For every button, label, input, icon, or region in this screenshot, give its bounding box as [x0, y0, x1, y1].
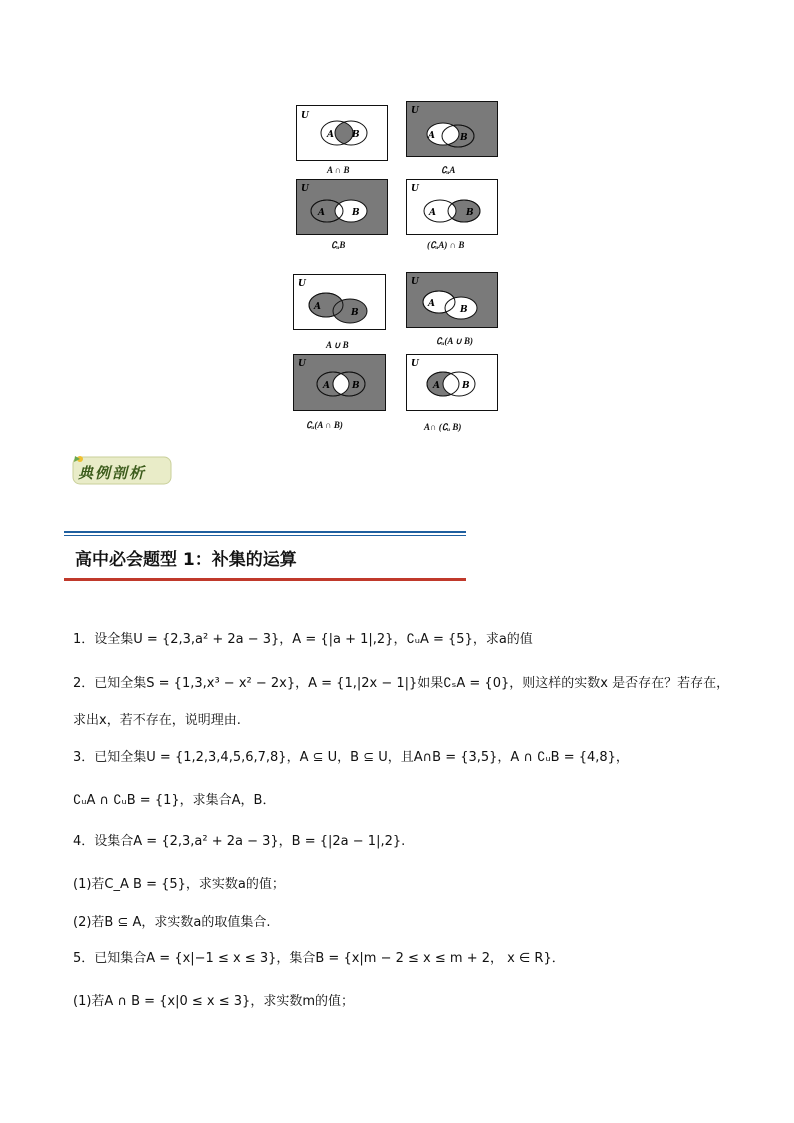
svg-text:B: B — [462, 381, 470, 391]
caption-complement-a-union-b: ∁ᵤ(A ∪ B) — [436, 336, 474, 346]
svg-text:A: A — [433, 381, 440, 391]
svg-text:A: A — [428, 131, 435, 141]
svg-text:U: U — [411, 277, 419, 287]
bottom-rule — [64, 578, 466, 581]
caption-complement-b: ∁ᵤB — [331, 240, 346, 250]
top-rule — [64, 531, 466, 536]
svg-text:B: B — [352, 381, 360, 391]
svg-text:A: A — [429, 208, 436, 218]
badge-label: 典例剖析 — [78, 464, 147, 482]
svg-text:U: U — [411, 359, 419, 369]
question-2-line-2: 求出x，若不存在，说明理由. — [73, 713, 241, 728]
caption-complement-a-intersect-b: (∁ᵤA) ∩ B — [427, 240, 465, 250]
caption-a-union-b: A ∪ B — [326, 340, 349, 350]
question-4-part-2: (2)若B ⊆ A，求实数a的取值集合. — [73, 915, 271, 930]
venn-complement-a — [406, 101, 498, 157]
svg-text:U: U — [411, 184, 419, 194]
question-3-line-1: 3．已知全集U = {1,2,3,4,5,6,7,8}，A ⊆ U，B ⊆ U，且A∩B = {3,5}，A ∩ ∁ᵤB = {4,8}， — [73, 750, 629, 765]
question-1: 1．设全集U = {2,3,a² + 2a − 3}，A = {|a + 1|,2}，∁ᵤA = {5}，求a的值 — [73, 632, 533, 647]
caption-a-intersect-b: A ∩ B — [327, 165, 350, 175]
svg-text:B: B — [460, 305, 468, 315]
svg-text:B: B — [351, 308, 359, 318]
caption-a-intersect-complement-b: A∩ (∁ᵤ B) — [424, 422, 462, 432]
venn-complement-a-intersect-b-2 — [293, 354, 386, 411]
label-a: A — [327, 130, 334, 140]
svg-text:A: A — [314, 302, 321, 312]
question-5: 5．已知集合A = {x|−1 ≤ x ≤ 3}，集合B = {x|m − 2 ≤ x ≤ m + 2， x ∈ R}． — [73, 951, 565, 966]
question-3-line-2: ∁ᵤA ∩ ∁ᵤB = {1}，求集合A，B． — [73, 793, 276, 808]
svg-text:A: A — [323, 381, 330, 391]
venn-a-union-b — [293, 274, 386, 330]
caption-complement-a-intersect-b-2: ∁ᵤ(A ∩ B) — [306, 420, 343, 430]
svg-text:B: B — [460, 133, 468, 143]
venn-a-intersect-complement-b — [406, 354, 498, 411]
svg-text:B: B — [466, 208, 474, 218]
svg-text:U: U — [301, 184, 309, 194]
label-b: B — [352, 130, 360, 140]
venn-a-intersect-b — [296, 105, 388, 161]
svg-text:U: U — [411, 106, 419, 116]
venn-complement-b — [296, 179, 388, 235]
question-4-part-1: (1)若C_A B = {5}，求实数a的值； — [73, 877, 285, 892]
label-u: U — [301, 111, 309, 121]
venn-complement-a-union-b — [406, 272, 498, 328]
svg-text:A: A — [318, 208, 325, 218]
question-5-part-1: (1)若A ∩ B = {x|0 ≤ x ≤ 3}，求实数m的值； — [73, 994, 354, 1009]
caption-complement-a: ∁ᵤA — [441, 165, 456, 175]
venn-complement-a-intersect-b — [406, 179, 498, 235]
section-title: 高中必会题型 1：补集的运算 — [75, 550, 297, 570]
svg-text:U: U — [298, 279, 306, 289]
svg-text:A: A — [428, 299, 435, 309]
question-2-line-1: 2．已知全集S = {1,3,x³ − x² − 2x}，A = {1,|2x − 1|}如果∁ₛA = {0}，则这样的实数x 是否存在？若存在， — [73, 676, 730, 691]
question-4: 4．设集合A = {2,3,a² + 2a − 3}，B = {|2a − 1|,2}. — [73, 834, 406, 849]
svg-text:U: U — [298, 359, 306, 369]
svg-text:B: B — [352, 208, 360, 218]
